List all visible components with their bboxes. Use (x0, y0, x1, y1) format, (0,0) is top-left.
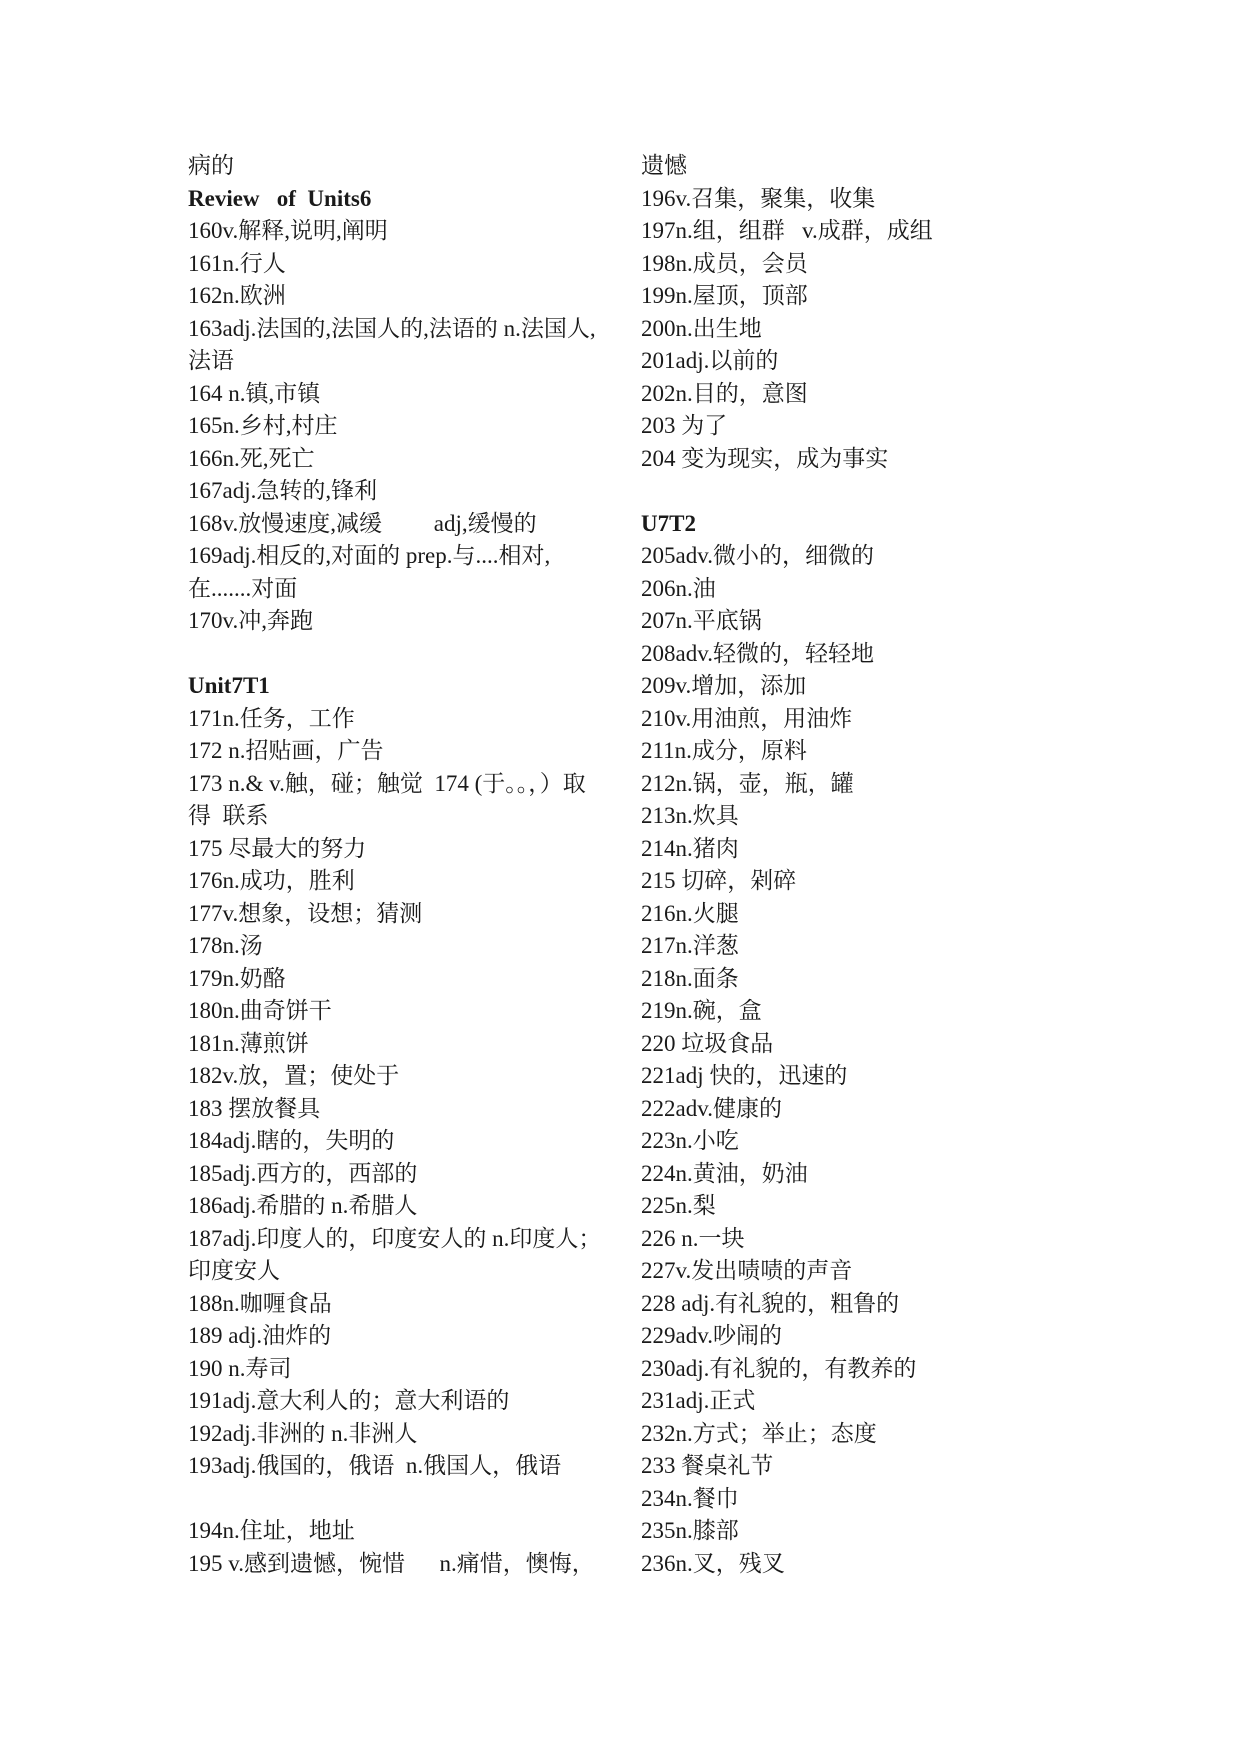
vocab-entry: 175 尽最大的努力 (188, 835, 367, 861)
vocab-entry: 188n.咖喱食品 (188, 1290, 332, 1316)
vocab-entry: 160v.解释,说明,阐明 (188, 218, 388, 243)
vocab-entry: 220 垃圾食品 (641, 1030, 774, 1056)
vocab-entry: 191adj.意大利人的；意大利语的 (188, 1388, 510, 1413)
vocab-entry: 207n.平底锅 (641, 608, 762, 633)
vocab-entry: 219n.碗，盒 (641, 998, 762, 1023)
vocab-entry: 229adv.吵闹的 (641, 1323, 782, 1348)
vocab-entry: 199n.屋顶，顶部 (641, 283, 808, 308)
vocab-entry: 195 v.感到遗憾，惋惜 n.痛惜，懊悔， (188, 1550, 595, 1576)
vocab-entry: 205adv.微小的，细微的 (641, 543, 874, 568)
vocab-entry: 178n.汤 (188, 933, 263, 958)
vocab-entry: 227v.发出啧啧的声音 (641, 1258, 853, 1283)
vocab-entry: 186adj.希腊的 n.希腊人 (188, 1193, 418, 1218)
vocab-entry: 187adj.印度人的，印度安人的 n.印度人；印度安人 (188, 1225, 602, 1283)
vocab-entry: 210v.用油煎，用油炸 (641, 705, 853, 731)
vocab-entry: 214n.猪肉 (641, 835, 739, 861)
vocab-entry: 183 摆放餐具 (188, 1095, 321, 1121)
vocab-entry: 192adj.非洲的 n.非洲人 (188, 1420, 418, 1446)
vocab-entry: 228 adj.有礼貌的，粗鲁的 (641, 1290, 900, 1316)
vocab-entry: 231adj.正式 (641, 1388, 756, 1413)
vocab-entry: 233 餐桌礼节 (641, 1453, 774, 1478)
vocab-entry: 198n.成员，会员 (641, 250, 808, 276)
right-column (641, 150, 1061, 1580)
vocab-entry: 213n.炊具 (641, 803, 739, 828)
vocab-entry: 216n.火腿 (641, 900, 739, 926)
vocab-entry: 197n.组，组群 v.成群，成组 (641, 218, 933, 243)
vocab-entry: 169adj.相反的,对面的 prep.与....相对,在.......对面 (188, 543, 551, 601)
vocab-entry: 215 切碎，剁碎 (641, 868, 797, 893)
vocab-entry: 194n.住址，地址 (188, 1518, 355, 1543)
vocab-entry: 163adj.法国的,法国人的,法语的 n.法国人,法语 (188, 315, 596, 373)
vocab-entry: 224n.黄油，奶油 (641, 1160, 808, 1186)
vocab-entry: 221adj 快的，迅速的 (641, 1063, 848, 1088)
vocab-entry: 172 n.招贴画，广告 (188, 738, 384, 763)
vocab-entry: 236n.叉，残叉 (641, 1550, 785, 1576)
vocab-entry: 232n.方式；举止；态度 (641, 1420, 877, 1446)
vocab-entry: 166n.死,死亡 (188, 445, 315, 471)
vocab-entry: 180n.曲奇饼干 (188, 998, 332, 1023)
blank-line (641, 475, 1061, 508)
vocab-entry: 218n.面条 (641, 965, 739, 991)
vocab-entry: 201adj.以前的 (641, 348, 779, 373)
vocab-entry: 234n.餐巾 (641, 1485, 739, 1511)
vocab-entry: 170v.冲,奔跑 (188, 608, 314, 633)
vocab-entry: 212n.锅，壶，瓶，罐 (641, 770, 854, 796)
vocab-entry: 222adv.健康的 (641, 1095, 782, 1121)
vocab-entry: 176n.成功，胜利 (188, 868, 355, 893)
vocab-entry: 202n.目的，意图 (641, 380, 808, 406)
vocab-entry: 230adj.有礼貌的，有教养的 (641, 1355, 917, 1381)
vocab-entry: 204 变为现实，成为事实 (641, 445, 889, 471)
vocab-entry: 208adv.轻微的，轻轻地 (641, 640, 874, 666)
vocab-entry: 184adj.瞎的，失明的 (188, 1128, 395, 1153)
vocab-entry: 177v.想象，设想；猜测 (188, 900, 423, 926)
vocab-entry: 病的 (188, 153, 234, 178)
vocab-entry: 196v.召集，聚集，收集 (641, 185, 876, 211)
vocab-entry: 225n.梨 (641, 1193, 716, 1218)
vocab-entry: 200n.出生地 (641, 315, 762, 341)
left-column (188, 150, 606, 1580)
vocab-entry: 179n.奶酪 (188, 965, 286, 991)
vocab-entry: 217n.洋葱 (641, 933, 739, 958)
vocab-entry: 203 为了 (641, 413, 728, 438)
blank-line (188, 1483, 606, 1516)
section-heading: Review of Units6 (188, 185, 372, 211)
blank-line (188, 638, 606, 671)
vocab-entry: 193adj.俄国的，俄语 n.俄国人，俄语 (188, 1453, 562, 1478)
section-heading: U7T2 (641, 510, 696, 536)
vocab-entry: 遗憾 (641, 153, 687, 178)
vocab-entry: 182v.放，置；使处于 (188, 1063, 400, 1088)
vocab-entry: 223n.小吃 (641, 1128, 739, 1153)
vocab-entry: 167adj.急转的,锋利 (188, 478, 378, 503)
vocab-entry: 171n.任务，工作 (188, 705, 355, 731)
vocab-entry: 190 n.寿司 (188, 1355, 292, 1381)
vocab-entry: 185adj.西方的，西部的 (188, 1160, 418, 1186)
vocab-entry: 189 adj.油炸的 (188, 1323, 332, 1348)
vocab-entry: 211n.成分，原料 (641, 738, 807, 763)
vocab-entry: 162n.欧洲 (188, 283, 286, 308)
vocab-entry: 173 n.& v.触，碰；触觉 174 (于。。，）取得 联系 (188, 770, 586, 828)
vocab-entry: 161n.行人 (188, 250, 286, 276)
vocab-entry: 226 n.一块 (641, 1225, 745, 1251)
vocab-entry: 168v.放慢速度,减缓 adj,缓慢的 (188, 510, 537, 536)
section-heading: Unit7T1 (188, 673, 270, 698)
vocab-entry: 164 n.镇,市镇 (188, 380, 321, 406)
vocab-entry: 209v.增加，添加 (641, 673, 807, 698)
vocab-entry: 165n.乡村,村庄 (188, 413, 338, 438)
vocab-entry: 181n.薄煎饼 (188, 1030, 309, 1056)
vocab-entry: 235n.膝部 (641, 1518, 739, 1543)
vocab-entry: 206n.油 (641, 575, 716, 601)
